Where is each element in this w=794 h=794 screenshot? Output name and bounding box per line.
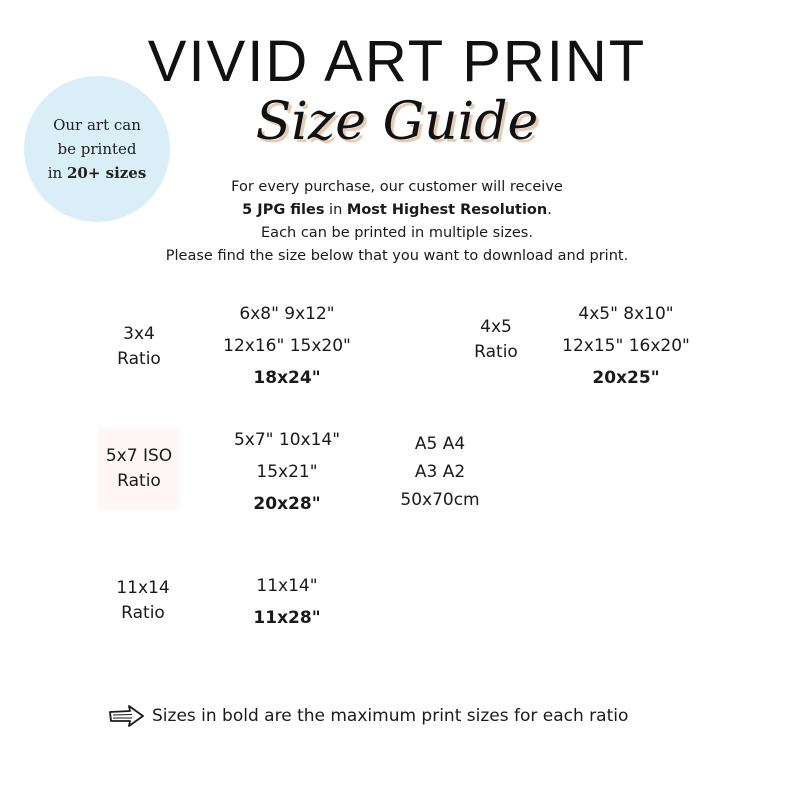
size-line: 5x7" 10x14" (233, 430, 341, 450)
badge-line-2: be printed (57, 140, 137, 158)
ratio-5x7-label: 5x7 ISO Ratio (98, 428, 180, 510)
footer-note (108, 704, 628, 728)
max-size: 20x25" (592, 368, 660, 388)
size-line: 11x14" (256, 576, 318, 596)
ratio-3x4-sizes (200, 298, 374, 394)
size-line: 12x15" 16x20" (562, 336, 690, 356)
ratio-4x5-sizes (540, 298, 712, 394)
ratio-5x7-sizes (200, 424, 374, 520)
iso-size-line: 50x70cm (400, 490, 480, 510)
size-line: 4x5" 8x10" (578, 304, 674, 324)
badge-line-3: in 20+ sizes (47, 164, 147, 182)
arrow-right-icon (108, 704, 146, 728)
size-line: 6x8" 9x12" (239, 304, 335, 324)
page-subtitle: Size Guide (255, 92, 539, 152)
intro-line-1: For every purchase, our customer will receive (231, 179, 563, 195)
max-size: 18x24" (253, 368, 321, 388)
size-line: 12x16" 15x20" (223, 336, 351, 356)
intro-line-3: Each can be printed in multiple sizes. (261, 225, 533, 241)
intro-line-4: Please find the size below that you want to download and print. (165, 248, 629, 264)
ratio-3x4-label: 3x4 Ratio (117, 324, 161, 369)
badge-line-3-bold: 20+ sizes (66, 164, 147, 182)
ratio-5x7-iso-sizes (380, 430, 500, 514)
iso-size-line: A3 A2 (414, 462, 466, 482)
ratio-11x14-label: 11x14 Ratio (116, 578, 170, 623)
iso-size-line: A5 A4 (414, 434, 466, 454)
max-size: 11x28" (253, 608, 321, 628)
footer-text: Sizes in bold are the maximum print sizes for each ratio (152, 706, 629, 726)
ratio-4x5-label: 4x5 Ratio (474, 317, 518, 362)
ratio-11x14-sizes (214, 570, 360, 634)
intro-text (0, 176, 794, 268)
size-line: 15x21" (256, 462, 318, 482)
max-size: 20x28" (253, 494, 321, 514)
intro-line-2: 5 JPG files in Most Highest Resolution. (242, 202, 552, 218)
page-title: VIVID ART PRINT (147, 29, 647, 94)
badge-line-1: Our art can (53, 116, 141, 134)
